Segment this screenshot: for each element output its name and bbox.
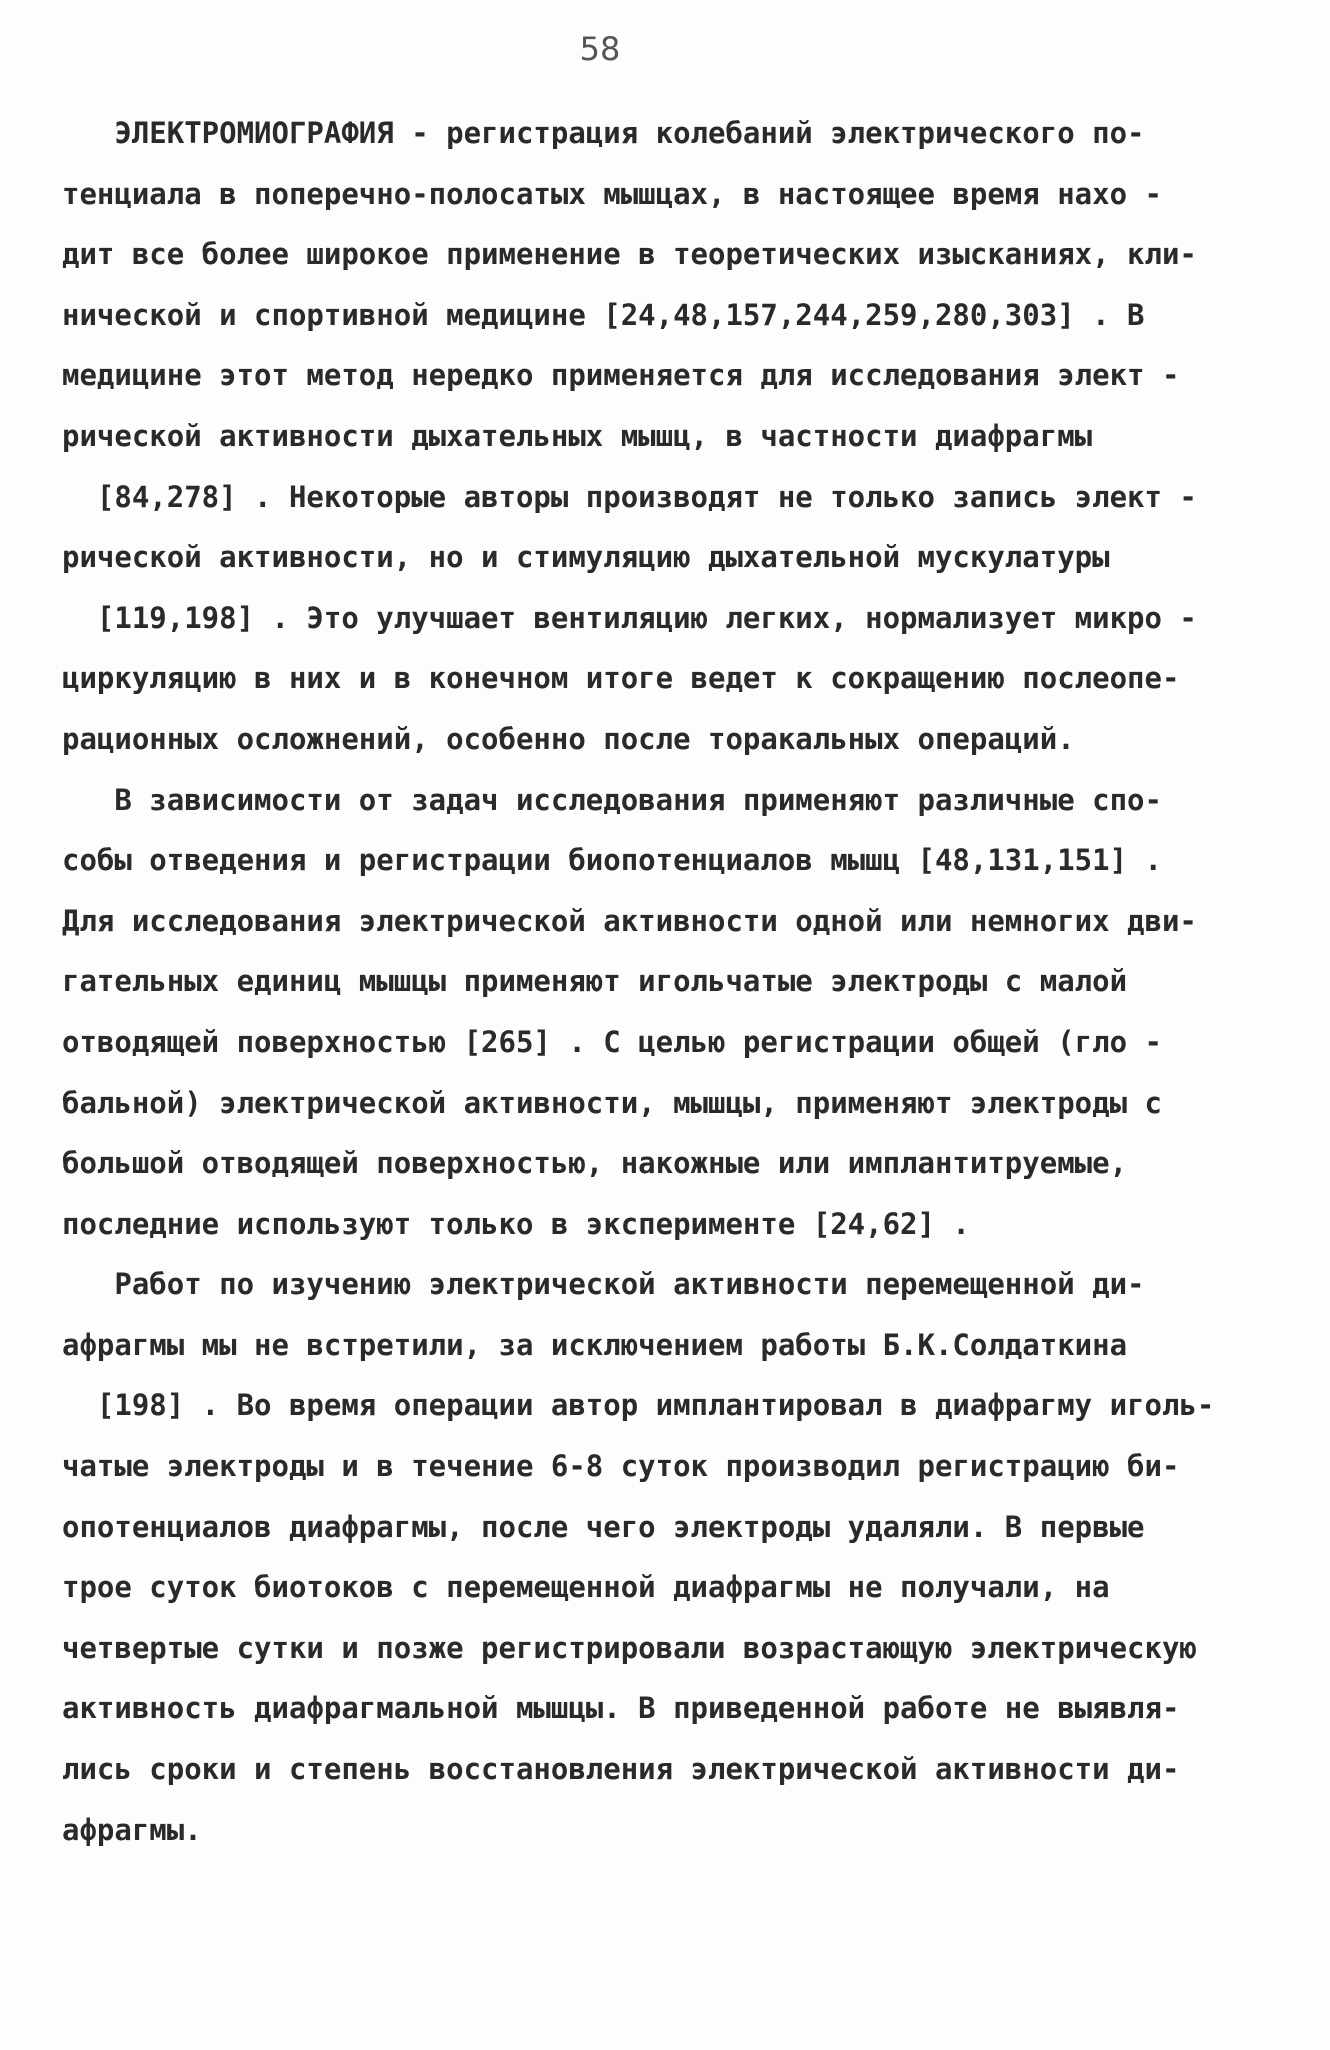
text-line: рационных осложнений, особенно после торакальных операций.	[62, 721, 1075, 756]
text-line: последние используют только в эксперименте [24,62] .	[62, 1206, 970, 1241]
text-line: отводящей поверхностью [265] . С целью регистрации общей (гло -	[62, 1024, 1162, 1059]
text-line: афрагмы мы не встретили, за исключением работы Б.К.Солдаткина	[62, 1327, 1128, 1362]
text-line: тенциала в поперечно-полосатых мышцах, в настоящее время нахо -	[62, 176, 1162, 211]
text-line: медицине этот метод нередко применяется для исследования элект -	[62, 358, 1180, 393]
text-line: четвертые сутки и позже регистрировали возрастающую электрическую	[62, 1630, 1197, 1665]
page-number: 58	[579, 30, 621, 68]
body-text	[62, 103, 1262, 1860]
text-line: бальной) электрической активности, мышцы, применяют электроды с	[62, 1085, 1162, 1120]
text-line: [84,278] . Некоторые авторы производят не только запись элект -	[62, 479, 1197, 514]
text-line: афрагмы.	[62, 1812, 202, 1847]
text-line: трое суток биотоков с перемещенной диафрагмы не получали, на	[62, 1570, 1110, 1605]
text-line: [198] . Во время операции автор имплантировал в диафрагму иголь-	[62, 1388, 1215, 1423]
text-line: дит все более широкое применение в теоретических изысканиях, кли-	[62, 237, 1197, 272]
text-line: опотенциалов диафрагмы, после чего электроды удаляли. В первые	[62, 1509, 1145, 1544]
text-line: лись сроки и степень восстановления электрической активности ди-	[62, 1752, 1180, 1787]
text-line: ЭЛЕКТРОМИОГРАФИЯ - регистрация колебаний электрического по-	[62, 116, 1145, 150]
text-line: рической активности дыхательных мышц, в частности диафрагмы	[62, 418, 1093, 453]
text-line: нической и спортивной медицине [24,48,157,244,259,280,303] . В	[62, 297, 1145, 332]
text-line: большой отводящей поверхностью, накожные или имплантитруемые,	[62, 1146, 1128, 1181]
text-line: чатые электроды и в течение 6-8 суток производил регистрацию би-	[62, 1449, 1180, 1484]
text-line: В зависимости от задач исследования применяют различные спо-	[62, 782, 1162, 817]
text-line: циркуляцию в них и в конечном итоге ведет к сокращению послеопе-	[62, 661, 1180, 696]
text-line: активность диафрагмальной мышцы. В приведенной работе не выявля-	[62, 1691, 1180, 1726]
text-line: гательных единиц мышцы применяют игольчатые электроды с малой	[62, 964, 1128, 999]
text-line: Работ по изучению электрической активности перемещенной ди-	[62, 1267, 1145, 1302]
text-line: Для исследования электрической активности одной или немногих дви-	[62, 903, 1197, 938]
text-line: рической активности, но и стимуляцию дыхательной мускулатуры	[62, 540, 1110, 575]
text-line: собы отведения и регистрации биопотенциалов мышц [48,131,151] .	[62, 843, 1162, 878]
text-line: [119,198] . Это улучшает вентиляцию легких, нормализует микро -	[62, 600, 1197, 635]
